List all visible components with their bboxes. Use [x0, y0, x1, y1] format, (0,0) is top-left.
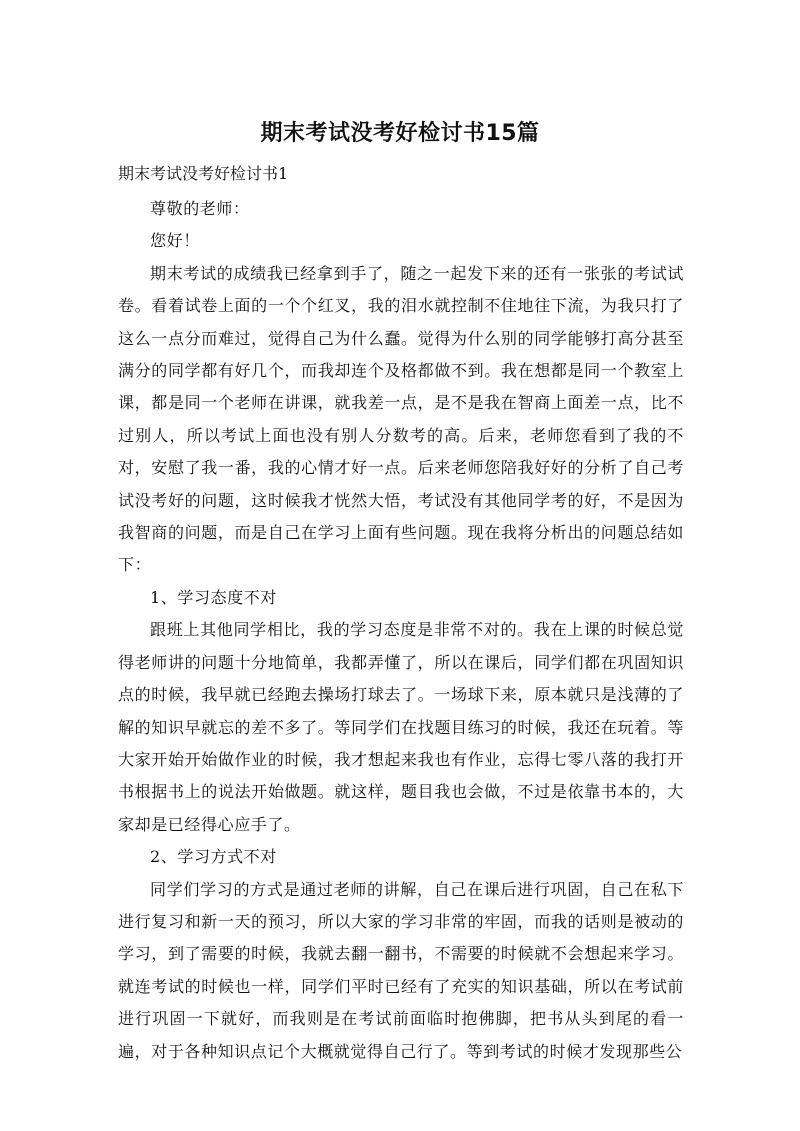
document-body	[118, 193, 684, 1068]
section-heading: 2、学习方式不对	[150, 847, 277, 867]
salutation: 尊敬的老师：	[150, 199, 250, 218]
document-title: 期末考试没考好检讨书15篇	[260, 121, 540, 146]
body-paragraph: 跟班上其他同学相比，我的学习态度是非常不对的。我在上课的时候总觉得老师讲的问题十分地简单，我都弄懂了，所以在课后，同学们都在巩固知识点的时候，我早就已经跑去操场打球去了。一场球下来，原本就只是浅薄的了解的知识早就忘的差不多了。等同学们在找题目练习的时候，我还在玩着。等大家开始开始做作业的时候，我才想起来我也有作业，忘得七零八落的我打开书根据书上的说法开始做题。就这样，题目我也会做，不过是依靠书本的，大家却是已经得心应手了。	[118, 620, 684, 834]
body-paragraph: 期末考试的成绩我已经拿到手了，随之一起发下来的还有一张张的考试试卷。看着试卷上面的一个个红叉，我的泪水就控制不住地往下流，为我只打了这么一点分而难过，觉得自己为什么蠢。觉得为什么别的同学能够打高分甚至满分的同学都有好几个，而我却连个及格都做不到。我在想都是同一个教室上课，都是同一个老师在讲课，就我差一点，是不是我在智商上面差一点，比不过别人，所以考试上面也没有别人分数考的高。后来，老师您看到了我的不对，安慰了我一番，我的心情才好一点。后来老师您陪我好好的分析了自己考试没考好的问题，这时候我才恍然大悟，考试没有其他同学考的好，不是因为我智商的问题，而是自己在学习上面有些问题。现在我将分析出的问题总结如下：	[118, 263, 684, 575]
document-subtitle: 期末考试没考好检讨书1	[118, 164, 289, 183]
body-paragraph: 同学们学习的方式是通过老师的讲解，自己在课后进行巩固，自己在私下进行复习和新一天的预习，所以大家的学习非常的牢固，而我的话则是被动的学习，到了需要的时候，我就去翻一翻书，不需要的时候就不会想起来学习。就连考试的时候也一样，同学们平时已经有了充实的知识基础，所以在考试前进行巩固一下就好，而我则是在考试前面临时抱佛脚，把书从头到尾的看一遍，对于各种知识点记个大概就觉得自己行了。等到考试的时候才发现那些公	[118, 879, 684, 1061]
section-heading: 1、学习态度不对	[150, 587, 277, 607]
greeting: 您好！	[150, 231, 200, 251]
